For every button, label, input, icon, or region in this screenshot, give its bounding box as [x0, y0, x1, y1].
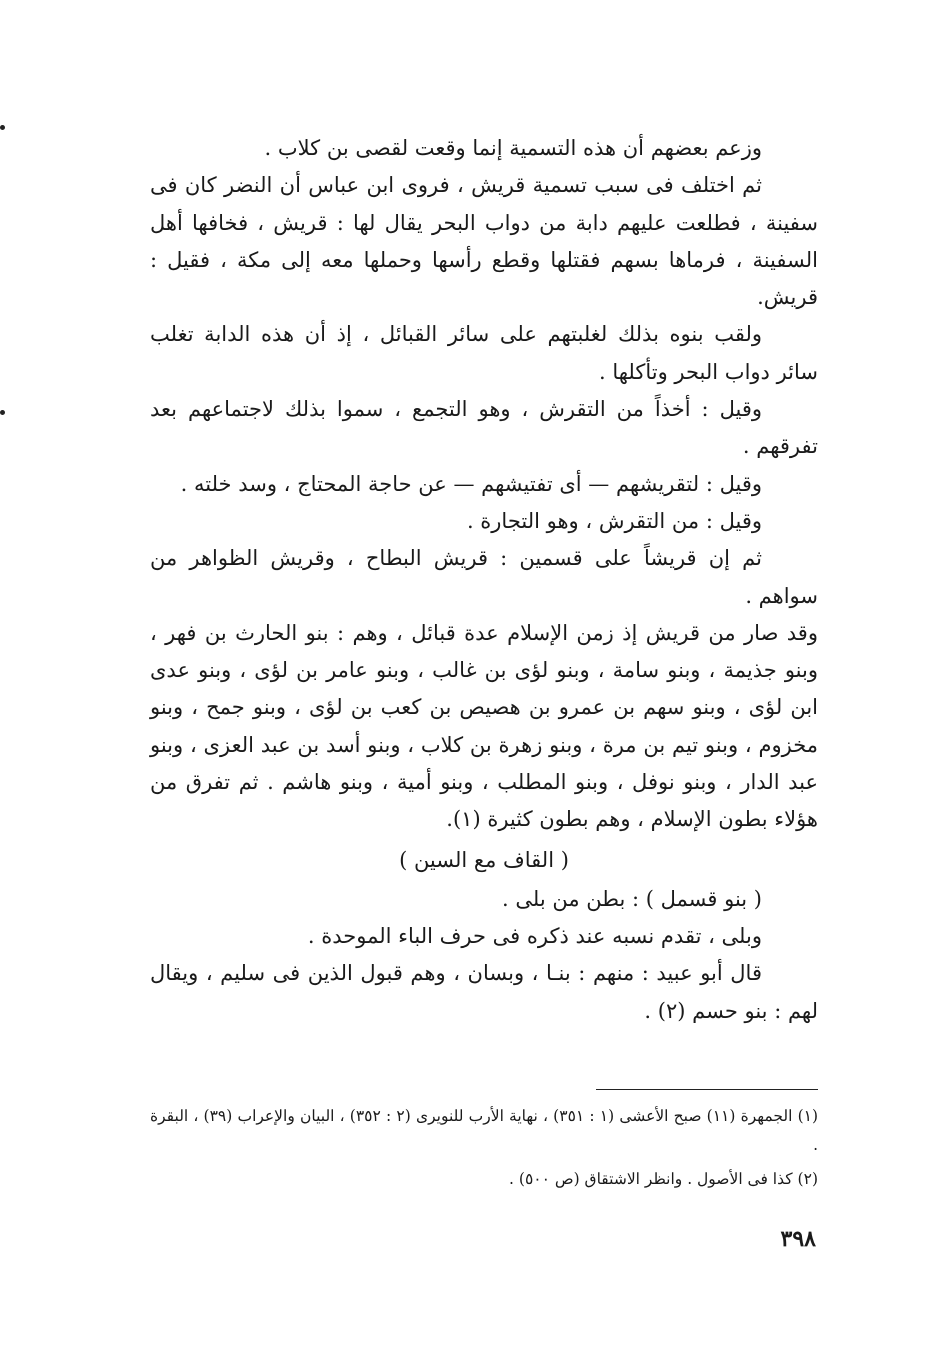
footnote: (٢) كذا فى الأصول . وانظر الاشتقاق (ص ٥٠٠) . — [509, 1170, 818, 1188]
paragraph: وقيل : لتقريشهم — أى تفتيشهم — عن حاجة المحتاج ، وسد خلته . — [180, 471, 762, 496]
page-number: ٣٩٨ — [780, 1226, 816, 1252]
paragraph: وقد صار من قريش إذ زمن الإسلام عدة قبائل ، وهم : بنو الحارث بن فهر ، وبنو جذيمة ، وبنو سامة ، وبنو لؤى بن غالب ، وبنو عامر بن لؤى ، وبنو عدى ابن لؤى ، وبنو سهم بن عمرو بن هصيص بن كعب بن لؤى ، وبنو جمح ، وبنو مخزوم ، وبنو تيم بن مرة ، وبنو زهرة بن كلاب ، وبنو أسد بن عبد العزى ، وبنو عبد الدار ، وبنو نوفل ، وبنو المطلب ، وبنو أمية ، وبنو هاشم . ثم تفرق من هؤلاء بطون الإسلام ، وهم بطون كثيرة (١). — [150, 620, 819, 832]
paragraph: قال أبو عبيد : منهم : بنـا ، وبسان ، وهم قبول الذين فى سليم ، ويقال لهم : بنو حسم (٢) . — [150, 961, 818, 1023]
paragraph: وبلى ، تقدم نسبه عند ذكره فى حرف الباء الموحدة . — [307, 923, 762, 948]
margin-mark-middle — [0, 410, 5, 415]
paragraph: ( بنو قسمل ) : بطن من بلى . — [502, 886, 762, 911]
margin-mark-top — [0, 125, 5, 130]
paragraph: وقيل : من التقرش ، وهو التجارة . — [466, 508, 762, 533]
footnotes — [150, 1102, 818, 1194]
paragraph: وزعم بعضهم أن هذه التسمية إنما وقعت لقصى بن كلاب . — [264, 136, 762, 160]
section-heading: ( القاف مع السين ) — [399, 847, 569, 872]
paragraph: ثم إن قريشاً على قسمين : قريش البطاح ، وقريش الظواهر من سواهم . — [150, 546, 818, 608]
main-text-block — [150, 130, 818, 1030]
footnote: (١) الجمهرة (١١) صبح الأعشى (١ : ٣٥١) ، نهاية الأرب للنويرى (٢ : ٣٥٢) ، البيان والإعراب (٣٩) ، البقرة . — [150, 1107, 819, 1154]
paragraph: وقيل : أخذاً من التقرش ، وهو التجمع ، سموا بذلك لاجتماعهم بعد تفرقهم . — [150, 397, 818, 459]
paragraph: ثم اختلف فى سبب تسمية قريش ، فروى ابن عباس أن النضر كان فى سفينة ، فطلعت عليهم دابة من دواب البحر يقال لها : قريش ، فخافها أهل السفينة ، فرماها بسهم فقتلها وقطع رأسها وحملها معه إلى مكة ، فقيل : قريش. — [150, 173, 818, 310]
paragraph: ولقب بنوه بذلك لغلبتهم على سائر القبائل ، إذ أن هذه الدابة تغلب سائر دواب البحر وتأكلها . — [150, 322, 818, 384]
footnote-divider — [596, 1089, 818, 1090]
